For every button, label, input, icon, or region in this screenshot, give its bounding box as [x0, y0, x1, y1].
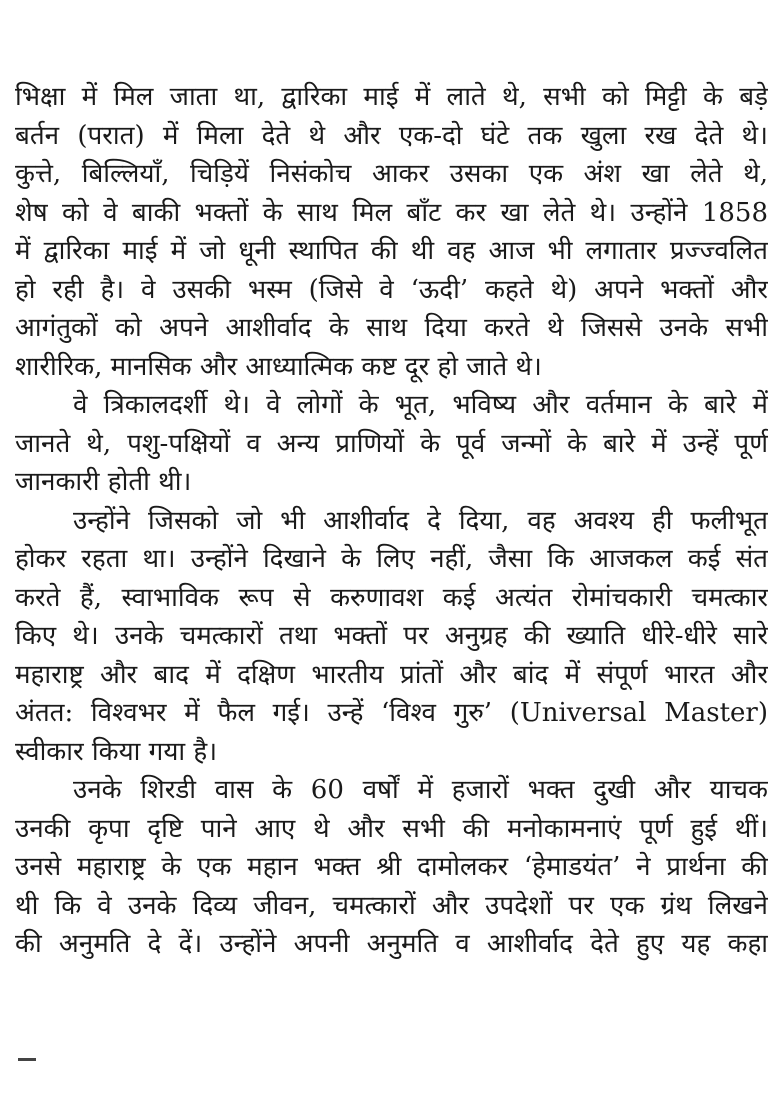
text-line: हो रही है। वे उसकी भस्म (जिसे वे ‘ऊदी’ कहते थे) अपने भक्तों और — [15, 274, 768, 305]
text-line: वे त्रिकालदर्शी थे। वे लोगों के भूत, भविष्य और वर्तमान के बारे में — [73, 390, 768, 420]
paragraph — [15, 386, 768, 502]
text-line: उनके शिरडी वास के 60 वर्षों में हजारों भक्त दुखी और याचक — [73, 775, 768, 805]
text-line: उनसे महाराष्ट्र के एक महान भक्त श्री दामोलकर ‘हेमाडयंत’ ने प्रार्थना की — [15, 852, 768, 882]
text-line: अंतत: विश्वभर में फैल गई। उन्हें ‘विश्व गुरु’ (Universal Master) — [15, 698, 768, 728]
text-line: जानते थे, पशु-पक्षियों व अन्य प्राणियों के पूर्व जन्मों के बारे में उन्हें पूर्ण — [15, 428, 768, 459]
text-line: उन्होंने जिसको जो भी आशीर्वाद दे दिया, वह अवश्य ही फलीभूत — [73, 505, 768, 536]
text-line: आगंतुकों को अपने आशीर्वाद के साथ दिया करते थे जिससे उनके सभी — [15, 313, 768, 343]
text-line: करते हैं, स्वाभाविक रूप से करुणावश कई अत्यंत रोमांचकारी चमत्कार — [15, 582, 768, 613]
text-line: शारीरिक, मानसिक और आध्यात्मिक कष्ट दूर हो जाते थे। — [15, 351, 542, 382]
text-line: में द्वारिका माई में जो धूनी स्थापित की थी वह आज भी लगातार प्रज्ज्वलित — [15, 236, 768, 266]
text-line: कुत्ते, बिल्लियाँ, चिड़ियें निसंकोच आकर उसका एक अंश खा लेते थे, — [15, 159, 768, 189]
text-line: भिक्षा में मिल जाता था, द्वारिका माई में लाते थे, सभी को मिट्टी के बड़े — [15, 82, 768, 112]
text-line: महाराष्ट्र और बाद में दक्षिण भारतीय प्रांतों और बांद में संपूर्ण भारत और — [15, 659, 768, 690]
paragraph — [15, 78, 768, 386]
text-line: जानकारी होती थी। — [15, 467, 192, 497]
document-page — [15, 78, 768, 964]
page-number-fragment — [18, 1058, 36, 1061]
text-line: किए थे। उनके चमत्कारों तथा भक्तों पर अनुग्रह की ख्याति धीरे-धीरे सारे — [15, 621, 768, 651]
text-line: बर्तन (परात) में मिला देते थे और एक-दो घंटे तक खुला रख देते थे। — [15, 120, 768, 151]
text-line: की अनुमति दे दें। उन्होंने अपनी अनुमति व आशीर्वाद देते हुए यह कहा — [15, 929, 768, 959]
text-line: उनकी कृपा दृष्टि पाने आए थे और सभी की मनोकामनाएं पूर्ण हुई थीं। — [15, 813, 768, 844]
text-line: थी कि वे उनके दिव्य जीवन, चमत्कारों और उपदेशों पर एक ग्रंथ लिखने — [15, 890, 768, 921]
paragraph — [15, 502, 768, 772]
paragraph — [15, 771, 768, 964]
text-line: शेष को वे बाकी भक्तों के साथ मिल बाँट कर खा लेते थे। उन्होंने 1858 — [15, 197, 768, 228]
text-line: होकर रहता था। उन्होंने दिखाने के लिए नहीं, जैसा कि आजकल कई संत — [15, 544, 768, 574]
text-line: स्वीकार किया गया है। — [15, 736, 218, 767]
